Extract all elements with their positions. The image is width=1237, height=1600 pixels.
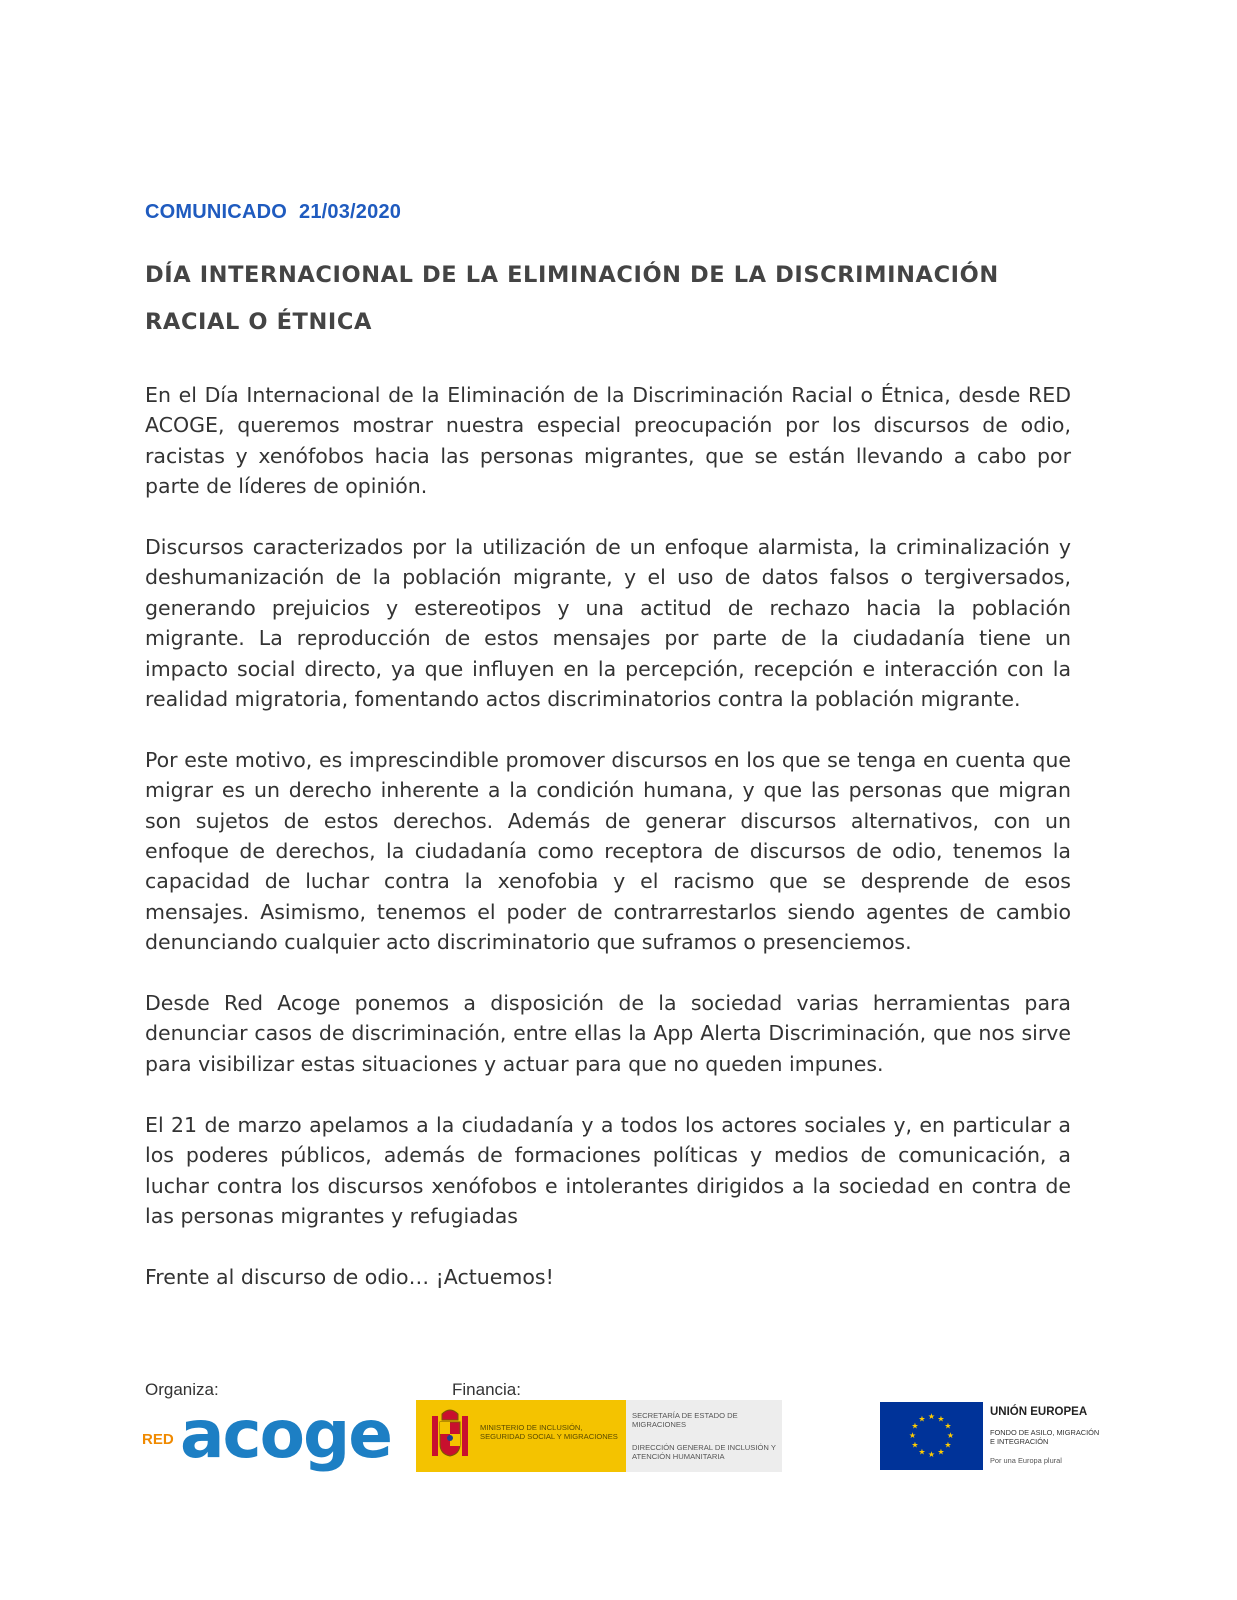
body-paragraph-2: Discursos caracterizados por la utilización de un enfoque alarmista, la criminalización y deshumanización de la población migrante, y el uso de datos falsos o tergiversados, generando prejuicios y estereotipos y una actitud de rechazo hacia la población migrante. La reproducción de estos mensajes por parte de la ciudadanía tiene un impacto social directo, ya que influyen en la percepción, recepción e interacción con la realidad migratoria, fomentando actos discriminatorios contra la población migrante. [145,535,1071,712]
title-line-2: RACIAL O ÉTNICA [145,309,373,335]
document-title [145,252,1073,346]
ministry-logo-grey-block [626,1400,782,1472]
red-acoge-logo-prefix: RED [142,1431,174,1448]
body-paragraph-4: Desde Red Acoge ponemos a disposición de la sociedad varias herramientas para denunciar casos de discriminación, entre ellas la App Alerta Discriminación, que nos sirve para visibilizar estas situaciones y actuar para que no queden impunes. [145,991,1071,1076]
title-line-1: DÍA INTERNACIONAL DE LA ELIMINACIÓN DE LA DISCRIMINACIÓN [145,262,999,288]
ministry-text: MINISTERIO DE INCLUSIÓN, SEGURIDAD SOCIAL Y MIGRACIONES [480,1423,618,1441]
eu-flag-icon [880,1402,983,1470]
svg-text:★: ★ [918,1447,926,1457]
spanish-coat-of-arms-icon [428,1408,472,1464]
communique-header [145,201,401,224]
organiza-label: Organiza: [145,1380,219,1399]
svg-text:★: ★ [918,1414,926,1424]
eu-title: UNIÓN EUROPEA [990,1406,1088,1418]
body-paragraph-1: En el Día Internacional de la Eliminación de la Discriminación Racial o Étnica, desde RED ACOGE, queremos mostrar nuestra especial preocupación por los discursos de odio, racistas y xenófobos hacia las personas migrantes, que se están llevando a cabo por parte de líderes de opinión. [145,383,1071,499]
body-paragraph-3: Por este motivo, es imprescindible promover discursos en los que se tenga en cuenta que migrar es un derecho inherente a la condición humana, y que las personas que migran son sujetos de estos derechos. Además de generar discursos alternativos, con un enfoque de derechos, la ciudadanía como receptora de discursos de odio, tenemos la capacidad de luchar contra la xenofobia y el racismo que se desprende de esos mensajes. Asimismo, tenemos el poder de contrarrestarlos siendo agentes de cambio denunciando cualquier acto discriminatorio que suframos o presenciemos. [145,747,1071,955]
secretaria-text: SECRETARÍA DE ESTADO DE MIGRACIONES [632,1411,738,1429]
body-paragraph-5: El 21 de marzo apelamos a la ciudadanía y a todos los actores sociales y, en particular a los poderes públicos, además de formaciones políticas y medios de comunicación, a luchar contra los discursos xenófobos e intolerantes dirigidos a la sociedad en contra de las personas migrantes y refugiadas [145,1112,1071,1228]
document-body [145,380,1071,1323]
eu-slogan: Por una Europa plural [990,1456,1062,1465]
svg-text:★: ★ [911,1421,919,1431]
svg-text:★: ★ [946,1431,955,1440]
red-acoge-logo [142,1396,404,1476]
eu-logo [880,1402,1104,1470]
svg-text:★: ★ [927,1450,936,1459]
communique-label: COMUNICADO [145,201,287,223]
ministry-logo-yellow-block [416,1400,626,1472]
svg-text:★: ★ [908,1431,917,1440]
red-acoge-logo-word: acoge [180,1396,392,1473]
svg-text:★: ★ [944,1421,952,1431]
communique-date: 21/03/2020 [299,201,402,223]
direccion-text: DIRECCIÓN GENERAL DE INCLUSIÓN Y ATENCIÓN HUMANITARIA [632,1443,776,1461]
svg-text:★: ★ [944,1440,952,1450]
svg-text:★: ★ [927,1412,936,1421]
svg-text:★: ★ [937,1447,945,1457]
eu-fund-name: FONDO DE ASILO, MIGRACIÓN E INTEGRACIÓN [990,1428,1100,1446]
closing-line: Frente al discurso de odio… ¡Actuemos! [145,1264,554,1289]
financia-label: Financia: [452,1380,521,1399]
svg-text:★: ★ [937,1414,945,1424]
ministry-logo [416,1400,782,1472]
svg-text:★: ★ [911,1440,919,1450]
